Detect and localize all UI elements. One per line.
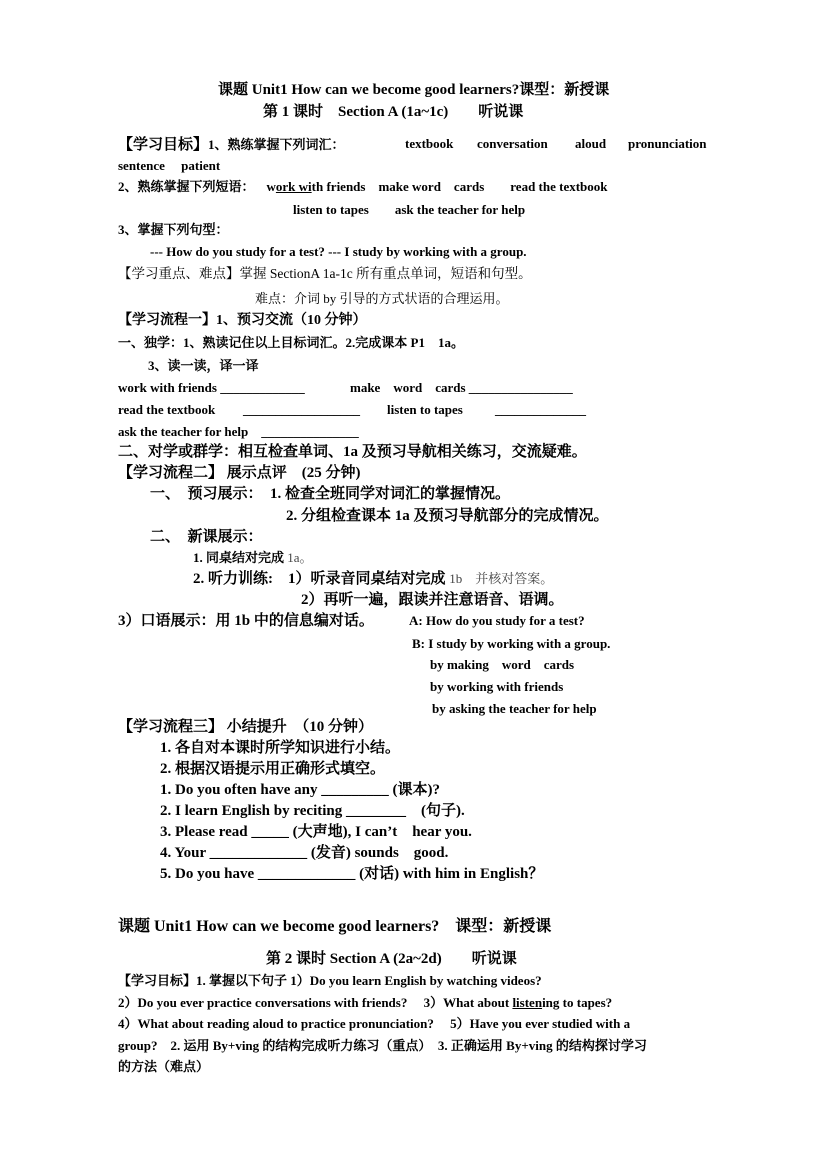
preview-show-1: 一、 预习展示： 1. 检查全班同学对词汇的掌握情况。 [150, 486, 511, 502]
oral-c2: by working with friends [430, 679, 564, 694]
question-4: 4. Your _____________ (发音) sounds good. [160, 845, 449, 861]
lesson2-line5: 的方法（难点） [118, 1059, 210, 1074]
new-lesson-show: 二、 新课展示： [150, 529, 263, 545]
lesson2-line4: group? 2. 运用 By+ving 的结构完成听力练习（重点） 3. 正确运用 By+ving 的结构探讨学习 [118, 1038, 647, 1053]
pair-study: 二、对学或群学：相互检查单词、1a 及预习导航相关练习，交流疑难。 [118, 444, 587, 460]
word-aloud: aloud [575, 136, 607, 151]
difficulty: 难点：介词 by 引导的方式状语的合理运用。 [255, 291, 509, 306]
lesson2-line3: 4）What about reading aloud to practice pronunciation? 5）Have you ever studied with a [118, 1016, 631, 1031]
summary-1: 1. 各自对本课时所学知识进行小结。 [160, 740, 401, 756]
oral-b: B: I study by working with a group. [412, 636, 611, 651]
goal2-line2: listen to tapes ask the teacher for help [293, 202, 526, 217]
blank-read-textbook: __________________ [243, 402, 360, 417]
word-pronunciation: pronunciation [628, 136, 707, 151]
preview-show-2: 2. 分组检查课本 1a 及预习导航部分的完成情况。 [286, 508, 609, 524]
lesson2-subtitle: 第 2 课时 Section A (2a~2d) 听说课 [266, 951, 517, 967]
new-show-2-text: 2. 听力训练: 1）听录音同桌结对完成 [193, 571, 450, 587]
goal2-line [118, 179, 608, 195]
question-5: 5. Do you have _____________ (对话) with him in English？ [160, 866, 544, 882]
new-show-1-ref: 1a。 [287, 550, 313, 565]
flow2-heading: 【学习流程二】 展示点评 (25 分钟) [118, 465, 361, 481]
goal3-label: 3、掌握下列句型： [118, 222, 229, 237]
goal1-label: 1、熟练掌握下列词汇： [208, 137, 345, 152]
phrase-ask-teacher: ask the teacher for help _______________ [118, 424, 359, 439]
lesson2-line2-underlined: listen [512, 995, 543, 1010]
lesson2-line2-b: ing to tapes? [542, 995, 613, 1010]
question-1: 1. Do you often have any _________ (课本)? [160, 782, 440, 798]
lesson2-line2 [118, 995, 612, 1011]
oral-a: A: How do you study for a test? [409, 613, 585, 628]
phrase-make-word-cards: make word cards ________________ [350, 380, 573, 395]
goal2-phrase-a: w [266, 179, 276, 194]
goal1-line [118, 136, 718, 154]
oral-c1: by making word cards [430, 657, 575, 672]
lesson2-title: 课题 Unit1 How can we become good learners? 课型：新授课 [118, 918, 552, 935]
new-show-2 [193, 570, 553, 588]
question-3: 3. Please read _____ (大声地), I can’t hear you. [160, 824, 472, 840]
oral-show: 3）口语展示：用 1b 中的信息编对话。 [118, 613, 374, 629]
key-points: 【学习重点、难点】掌握 SectionA 1a-1c 所有重点单词，短语和句型。 [118, 266, 532, 281]
phrase-work-with-friends: work with friends _____________ [118, 380, 305, 395]
lesson1-subtitle: 第 1 课时 Section A (1a~1c) 听说课 [263, 104, 524, 120]
flow1-heading: 【学习流程一】1、预习交流（10 分钟） [118, 313, 367, 328]
new-show-3: 2）再听一遍，跟读并注意语音、语调。 [301, 592, 564, 608]
phrase-listen-to-tapes: listen to tapes [387, 402, 463, 417]
lesson1-title: 课题 Unit1 How can we become good learners?课型：新授课 [218, 82, 610, 98]
new-show-1 [193, 550, 313, 566]
goal1-continued: sentence patient [118, 158, 221, 173]
self-study: 一、独学：1、熟读记住以上目标词汇。2.完成课本 P1 1a。 [118, 335, 464, 350]
new-show-1-text: 1. 同桌结对完成 [193, 550, 288, 565]
goal2-label: 2、熟练掌握下列短语： [118, 179, 255, 194]
phrase-read-textbook: read the textbook [118, 402, 216, 417]
word-textbook: textbook [405, 136, 454, 151]
goals-heading: 【学习目标】 [118, 137, 209, 153]
new-show-2-ref: 1b 并核对答案。 [449, 571, 554, 586]
goal2-phrase-b: th friends make word cards read the textbook [311, 179, 608, 194]
word-conversation: conversation [477, 136, 548, 151]
oral-c3: by asking the teacher for help [432, 701, 597, 716]
lesson2-line2-a: 2）Do you ever practice conversations with friends? 3）What about [118, 995, 513, 1010]
read-translate: 3、读一读，译一译 [148, 358, 259, 373]
lesson2-goals: 【学习目标】1. 掌握以下句子 1）Do you learn English by watching videos? [118, 973, 542, 988]
goal2-phrase-underlined: ork wi [275, 179, 312, 194]
flow3-heading: 【学习流程三】 小结提升 （10 分钟） [118, 719, 374, 735]
question-2: 2. I learn English by reciting ________ (句子). [160, 803, 465, 819]
goal3-sentence: --- How do you study for a test? --- I study by working with a group. [150, 244, 527, 259]
blank-listen-to-tapes: ______________ [495, 402, 586, 417]
summary-2: 2. 根据汉语提示用正确形式填空。 [160, 761, 386, 777]
